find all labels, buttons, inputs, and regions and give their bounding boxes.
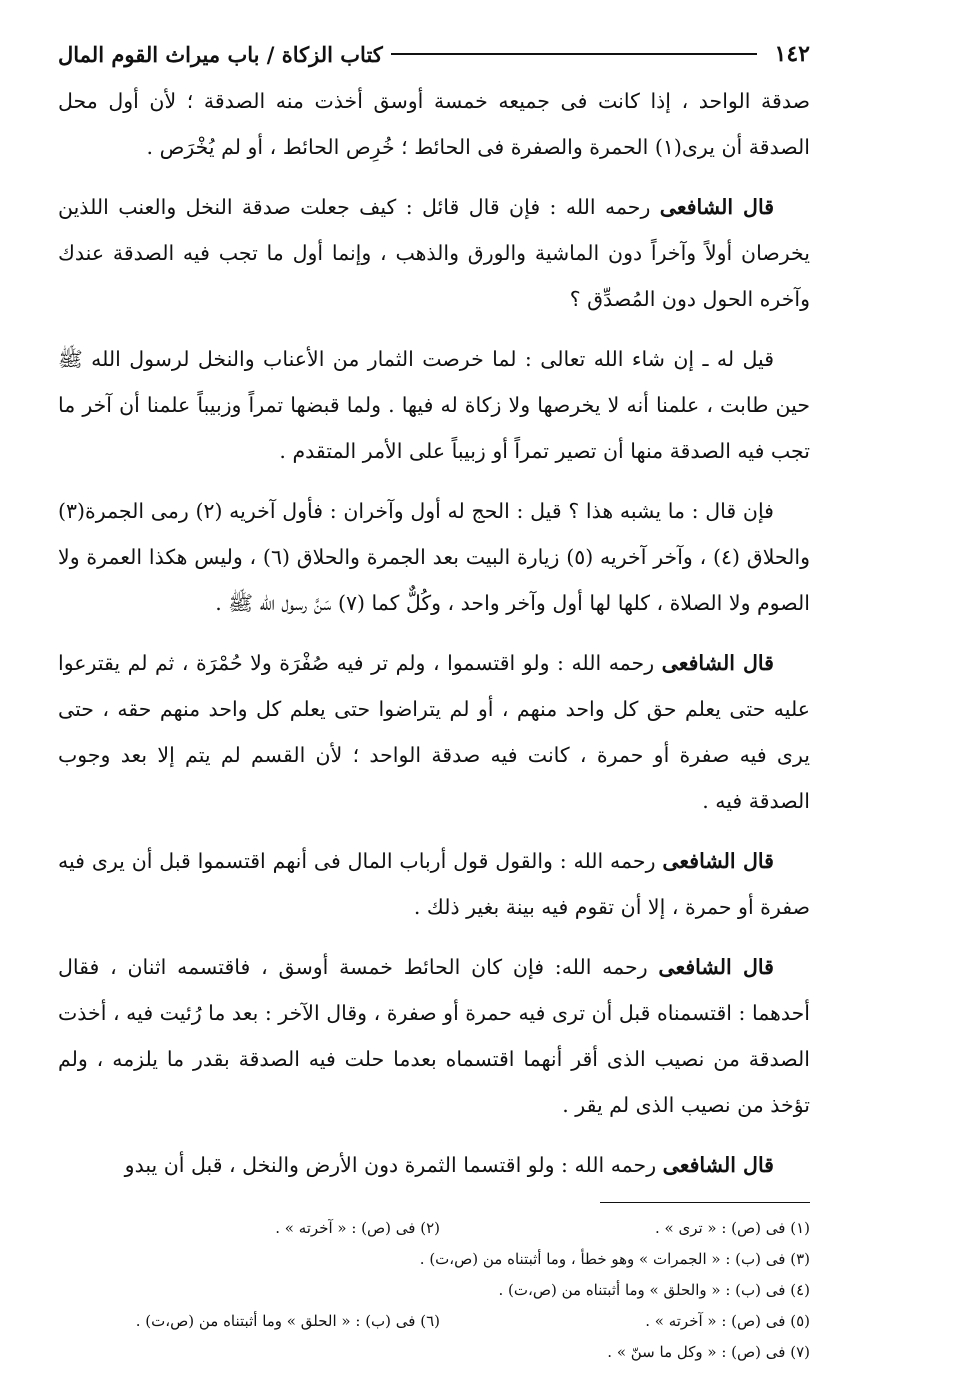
footnote-rule xyxy=(600,1202,810,1203)
main-text xyxy=(58,78,810,1188)
paragraph: قال الشافعى رحمه الله : ولو اقتسموا ، ولم تر فيه صُفْرَة ولا حُمْرَة ، ثم لم يقترعوا عليه حتى يعلم حق كل واحد منهم ، أو لم يتراضوا حتى يعلم كل واحد منهم حقه ، حتى يرى فيه صفرة أو حمرة ، كانت فيه صدقة الواحد ؛ لأن القسم لم يتم إلا بعد وجوب الصدقة فيه . xyxy=(58,651,810,813)
speaker-label: قال الشافعى xyxy=(659,195,774,219)
running-title: كتاب الزكاة / باب ميراث القوم المال xyxy=(58,41,383,67)
footnote-row xyxy=(58,1244,810,1275)
paragraph: قال الشافعى رحمه الله : ولو اقتسما الثمرة دون الأرض والنخل ، قبل أن يبدو xyxy=(124,1153,774,1177)
footnote: (٣) فى (ب) : « الجمرات » وهو خطأ ، وما أثبتناه من (ص،ت) . xyxy=(419,1250,810,1268)
paragraph: قيل له ـ إن شاء الله تعالى : لما خرصت الثمار من الأعناب والنخل لرسول الله ﷺ حين طابت ، علمنا أنه لا يخرصها ولا زكاة له فيها . ولما قبضها تمراً وزبيباً علمنا أن آخر ما تجب فيه الصدقة منها أن تصير تمراً أو زبيباً على الأمر المتقدم . xyxy=(58,347,810,463)
header-rule xyxy=(391,53,757,55)
footnote-row xyxy=(58,1213,810,1244)
footnote: (٢) فى (ص) : « آخرته » . xyxy=(275,1219,440,1237)
footnote: (٧) فى (ص) : « وكل ما سنّ » . xyxy=(607,1343,810,1361)
paragraph: صدقة الواحد ، إذا كانت فى جميعه خمسة أوسق أخذت منه الصدقة ؛ لأن أول محل الصدقة أن يرى(١) الحمرة والصفرة فى الحائط ؛ خُرِص الحائط ، أو لم يُخْرَص . xyxy=(58,89,810,159)
footnote: (٥) فى (ص) : « آخرته » . xyxy=(645,1312,810,1330)
paragraph: قال الشافعى رحمه الله : فإن قال قائل : كيف جعلت صدقة النخل والعنب اللذين يخرصان أولاً وآخراً دون الماشية والورق والذهب ، وإنما أول ما تجب فيه الصدقة عندك وآخره الحول دون المُصدِّق ؟ xyxy=(58,195,810,311)
book-page xyxy=(58,30,810,1368)
paragraph: فإن قال : ما يشبه هذا ؟ قيل : الحج له أول وآخران : فأول آخريه (٢) رمى الجمرة(٣) والحلاق (٤) ، وآخر آخريه (٥) زيارة البيت بعد الجمرة والحلاق (٦) ، وليس هكذا العمرة ولا الصوم ولا الصلاة ، كلها لها أول وآخر واحد ، وكُلٌّ كما (٧) سَنَّ رسول الله ﷺ . xyxy=(58,499,810,615)
speaker-label: قال الشافعى xyxy=(662,849,774,873)
speaker-label: قال الشافعى xyxy=(662,1153,774,1177)
footnote: (٦) فى (ب) : « الحلق » وما أثبتناه من (ص،ت) . xyxy=(135,1312,440,1330)
paragraph: قال الشافعى رحمه الله : والقول قول أرباب المال فى أنهم اقتسموا قبل أن يرى فيه صفرة أو حمرة ، إلا أن تقوم فيه بينة بغير ذلك . xyxy=(58,849,810,919)
speaker-label: قال الشافعى xyxy=(658,955,774,979)
footnote: (١) فى (ص) : « ترى » . xyxy=(654,1219,810,1237)
footnote-row xyxy=(58,1306,810,1337)
footnote-row xyxy=(58,1275,810,1306)
paragraph: قال الشافعى رحمه الله: فإن كان الحائط خمسة أوسق ، فاقتسمه اثنان ، فقال أحدهما : اقتسمناه قبل أن ترى فيه حمرة أو صفرة ، وقال الآخر : بعد ما رُئيت فيه ، أخذت الصدقة من نصيب الذى أقر أنهما اقتسماه بعدما حلت فيه الصدقة بقدر ما يلزمه ، ولم تؤخذ من نصيب الذى لم يقر . xyxy=(58,955,810,1117)
page-number: ١٤٢ xyxy=(774,41,810,67)
speaker-label: قال الشافعى xyxy=(661,651,774,675)
footnotes xyxy=(58,1213,810,1368)
running-header xyxy=(58,30,810,78)
footnote-row xyxy=(58,1337,810,1368)
footnote: (٤) فى (ب) : « والحلق » وما أثبتناه من (ص،ت) . xyxy=(498,1281,810,1299)
